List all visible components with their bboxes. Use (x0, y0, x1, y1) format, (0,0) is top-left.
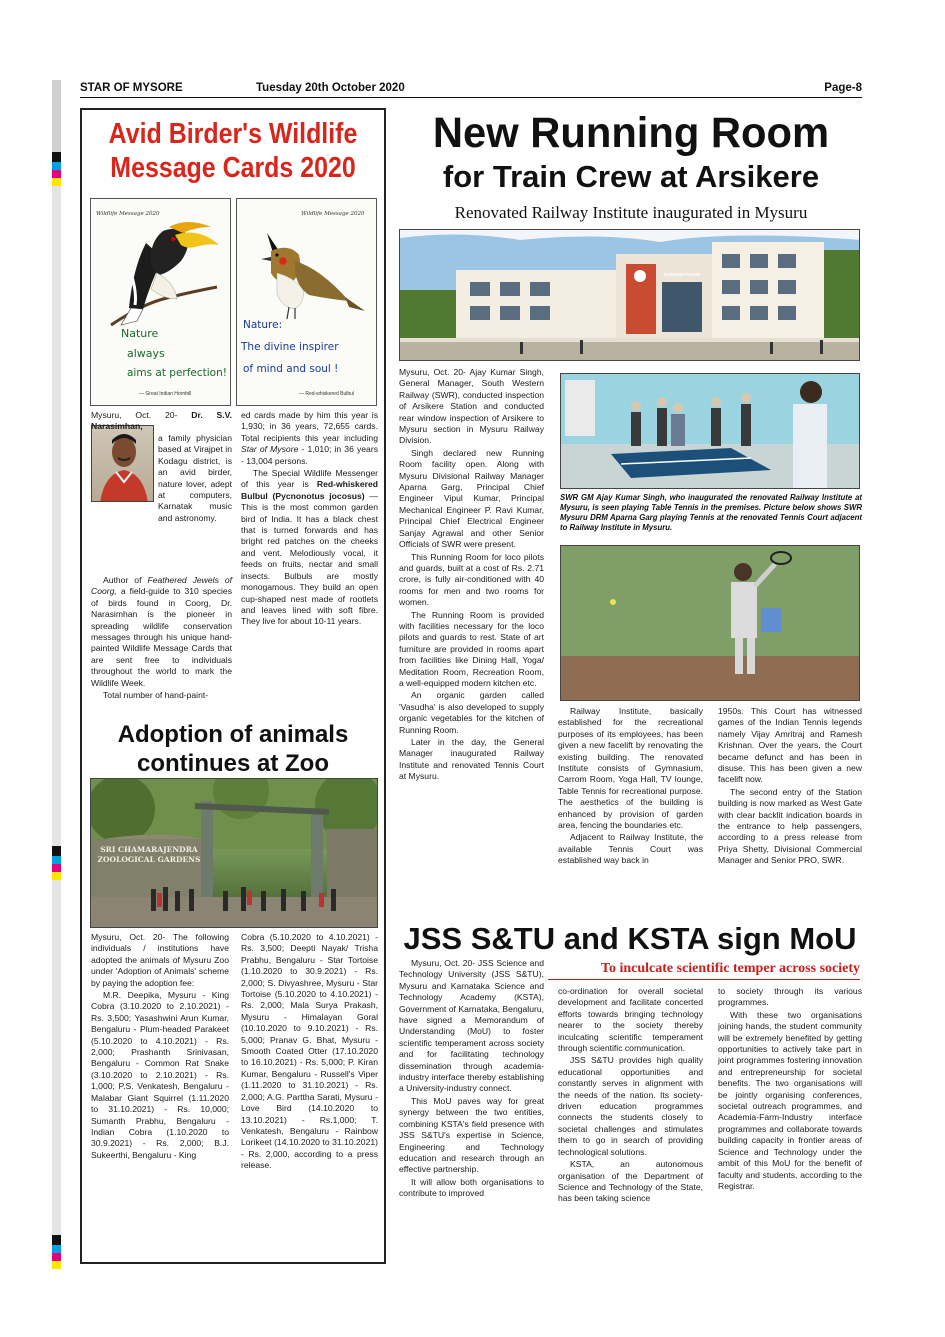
birder-headline-line2: Message Cards 2020 (110, 152, 356, 184)
jss-subtitle: To inculcate scientific temper across society (548, 960, 860, 980)
running-column-a: Mysuru, Oct. 20- Ajay Kumar Singh, General Manager, South Western Railway (SWR), conducted inspection of Arsikere Station and conducted rear window inspection of Arsikere to Mysuru section in Mysuru Railway Division. Singh declared new Running Room facility open. Along with Mysuru Divisional Railway Manager Aparna Garg, Principal Chief Engineer Vipul Kumar, Principal Mechanical Engineer P. Ravi Kumar, Principal Chief Electrical Engineer Sanjay Agrawal and other Senior Officials of SWR were present. This Running Room for loco pilots and guards, built at a cost of Rs. 2.71 crore, is fully air-conditioned with 40 rooms for men and two rooms for women. The Running Room is provided with facilities necessary for the loco pilots and guards to rest. State of art furniture are provided in rooms apart from facilities like Dining Hall, Yoga/ Meditation Room, Recreation Room, a well-equipped modern kitchen etc. An organic garden called 'Vasudha' is also developed to supply organic vegetables for the kitchen of Running Room. Later in the day, the General Manager inaugurated Railway Institute and renovated Tennis Court at Mysuru. (399, 367, 544, 782)
running-column-b: Railway Institute, basically established for the recreational purposes of its employees, has been given a new facelift by renovating the existing building. The renovated Institute consists of Gymnasium, Carrom Room, Yoga Hall, TV lounge, Table Tennis for recreational purpose. The aesthetics of the building is enhanced by provision of garden area, fencing the boundaries etc. Adjacent to Railway Institute, the available Tennis Court was established way back in (558, 706, 703, 866)
jss-column-1: Mysuru, Oct. 20- JSS Science and Technology University (JSS S&TU), Mysuru and Karnataka Science and Technology Academy (KSTA), Government of Karnataka, Bengaluru, have signed a Memorandum of Understanding (MoU) to foster scientific temperament across society and for facilitating technology dissemination through academia-industry interface thereby establishing a University-industry connect. This MoU paves way for great synergy between the two entities, combining KSTA's field presence with JSS S&TU's expertise in Science, Engineering and Technology education and research through an effective partnership. It will allow both organisations to contribute to improved (399, 958, 544, 1199)
building-sign-text: RUNNING ROOM (663, 272, 701, 277)
building-scene (400, 230, 860, 361)
card2-text1: Nature: (243, 319, 283, 331)
birder-headline (82, 117, 384, 185)
registration-cyan-mark (52, 162, 61, 170)
registration-gray-bar (52, 80, 61, 152)
birder-headline-line1: Avid Birder's Wildlife (108, 118, 358, 150)
card1-signature: — Great Indian Hornbill (139, 391, 192, 397)
tennis-court-photo (560, 545, 860, 701)
card2-text2: The divine inspirer (241, 341, 339, 353)
running-headline-line1: New Running Room (432, 109, 830, 157)
page-header (80, 80, 862, 98)
registration-magenta-mark (52, 170, 61, 178)
running-headline-line2: for Train Crew at Arsikere (442, 159, 820, 194)
card2-text3: of mind and soul ! (243, 363, 339, 375)
issue-date: Tuesday 20th October 2020 (256, 82, 405, 94)
paper-name: STAR OF MYSORE (80, 82, 183, 94)
card2-top-label: Wildlife Message 2020 (301, 211, 365, 217)
zoo-column-2: Cobra (5.10.2020 to 4.10.2021) - Rs. 3,500; Deepti Nayak/ Trisha Prabhu, Bengaluru - Star Tortoise (1.10.2020 to 30.9.2021) - Rs. 2,000; S. Divyashree, Mysuru - Star Tortoise (5.10.2020 to 4.10.2021) - Rs. 2,000; Mala Surya Prakash, Mysuru - Himalayan Goral (10.10.2020 to 9.10.2021) - Rs. 5,000; Pranav G. Bhat, Mysuru - Smooth Coated Otter (17.10.2020 to 16.10.2021) - Rs. 5,000; P. Kiran Kumar, Bengaluru - Russell's Viper (1.11.2020 to 31.10.2021) - Rs. 2,000; A.G. Parttha Sarati, Mysuru - Love Bird (14.10.2020 to 13.10.2021) - Rs.1,000; T. Venkatesh, Bengaluru - Rainbow Lorikeet (14.10.2020 to 31.10.2021) - Rs. 2,000, according to a press release. (241, 932, 378, 1171)
card1-text2: always (127, 347, 165, 360)
page-number: Page-8 (824, 82, 862, 94)
registration-black-mark-3 (52, 1235, 61, 1245)
registration-gray-bar-3 (52, 880, 61, 1235)
zoo-headline-line2: continues at Zoo (137, 750, 329, 777)
registration-magenta-mark-3 (52, 1253, 61, 1261)
running-subtitle: Renovated Railway Institute inaugurated in Mysuru (454, 203, 808, 222)
portrait-figure (92, 426, 154, 502)
zoo-headline (82, 720, 384, 778)
bulbul-illustration (237, 215, 377, 323)
card1-top-label: Wildlife Message 2020 (96, 211, 160, 217)
birder-intro-line: Mysuru, Oct. 20- Dr. S.V. Narasimhan, (91, 410, 232, 432)
birder-intro-wrap: a family physician based at Virajpet in Kodagu district, is an avid birder, nature lover, adept at computers, Karnatak music and astronomy. (158, 433, 232, 523)
card1-text1: Nature (121, 327, 159, 340)
message-card-bulbul (236, 198, 377, 406)
card1-text3: aims at perfection! (127, 367, 227, 379)
table-tennis-scene (561, 374, 860, 489)
running-headline (398, 108, 864, 196)
registration-cyan-mark-2 (52, 856, 61, 864)
jss-column-2: co-ordination for overall societal development and facilitate concerted efforts towards bringing technology nearer to the society thereby inculcating scientific temperament through scientific communication. JSS S&TU provides high quality educational opportunities and constantly serves in alignment with the needs of the nation. Its society-driven education programmes connects the students closely to societal challenges and stimulates them to go in search of providing technological solutions. KSTA, an autonomous organisation of the Department of Science and Technology of the State, has been taking science (558, 986, 703, 1204)
zoo-column-1: Mysuru, Oct. 20- The following individuals / institutions have adopted the animals of Mysuru Zoo under 'Adoption of Animals' scheme by paying the adoption fee: M.R. Deepika, Mysuru - King Cobra (3.10.2020 to 2.10.2021) - Rs. 3,500; Yasashwini Arun Kumar, Bengaluru - Plum-headed Parakeet (5.10.2020 to 4.10.2021) - Rs. 2,000; Prashanth Srinivasan, Bengaluru - Common Rat Snake (3.10.2020 to 2.10.2021) - Rs. 1,000; P.S. Venkatesh, Bengaluru - Malabar Giant Squirrel (1.11.2020 to 31.10.2021) - Rs. 10,000; Sumanth Prabhu, Bengaluru - Indian Cobra (1.10.2020 to 30.9.2021) - Rs. 2,000; B.J. Sukeerthi, Bengaluru - King (91, 932, 229, 1160)
birder-column-2: ed cards made by him this year is 1,930; in 36 years, 72,655 cards. Total recipients this year including Star of Mysore - 1,010; in 36 years - 13,004 persons. The Special Wildlife Messenger of this year is Red-whiskered Bulbul (Pycnonotus jocosus) — This is the most common garden bird of India. It has a black chest that is turned forwards and has bright red patches on the cheeks and vent. Melodiously vocal, it feeds on fruits, nectar and small insects. Bulbuls are mostly monogamous. They build an open cup-shaped nest made of rootlets and leaves lined with soft fibre. They live for about 10-11 years. (241, 410, 378, 627)
jss-column-3: to society through its various programmes. With these two organisations joining hands, the student community will be extremely benefited by getting opportunities to actively take part in joint programmes fostering innovation and entrepreneurship for societal benefits. The two organisations will be jointly organising conferences, societal outreach programmes, and Academia-Farm-Industry interface programmes and collaborate towards building capacity in frontier areas of Science and Technology under the ambit of this MoU for the benefit of faculty and students, according to the Registrar. (718, 986, 862, 1191)
zoo-gate-photo (90, 778, 378, 928)
running-column-c: 1950s. This Court has witnessed games of the Indian Tennis legends namely Vijay Amritraj and Ramesh Krishnan. Over the years, the Court became defunct and has been in disuse. This has been given a new facelift now. The second entry of the Station building is now marked as West Gate with clear backlit indication boards in the entrance to help passengers, according to a press release from Priya Shetty, Divisional Commercial Manager and Senior PRO, SWR. (718, 706, 862, 866)
hornbill-illustration (91, 213, 231, 333)
birder-column-1-cont: Author of Feathered Jewels of Coorg, a field-guide to 310 species of birds found in Coorg, Dr. Narasimhan is the pioneer in spreading wildlife conservation messages through his unique hand-painted Wildlife Message Cards that are sent free to individuals throughout the world to mark the Wildlife Week. Total number of hand-paint- (91, 575, 233, 701)
photo-caption: SWR GM Ajay Kumar Singh, who inaugurated the renovated Railway Institute at Mysuru, is seen playing Table Tennis in the premises. Picture below shows SWR Mysuru DRM Aparna Garg playing Tennis at the renovated Tennis Court adjacent to Railway Institute in Mysuru. (560, 493, 862, 532)
doctor-portrait (91, 425, 154, 502)
registration-magenta-mark-2 (52, 864, 61, 872)
running-room-building-photo (399, 229, 860, 361)
registration-yellow-mark-2 (52, 872, 61, 880)
registration-cyan-mark-3 (52, 1245, 61, 1253)
message-card-hornbill (90, 198, 231, 406)
registration-black-mark (52, 152, 61, 162)
registration-black-mark-2 (52, 846, 61, 856)
table-tennis-photo (560, 373, 860, 489)
card2-signature: — Red-whiskered Bulbul (299, 391, 355, 397)
registration-gray-bar-2 (52, 186, 61, 846)
birder-column-1 (91, 410, 232, 433)
zoo-headline-line1: Adoption of animals (117, 721, 349, 748)
zoo-sign-text: SRI CHAMARAJENDRA ZOOLOGICAL GARDENS (97, 845, 201, 864)
jss-headline: JSS S&TU and KSTA sign MoU (403, 921, 857, 956)
registration-yellow-mark-3 (52, 1261, 61, 1269)
registration-yellow-mark (52, 178, 61, 186)
tennis-court-scene (561, 546, 860, 701)
